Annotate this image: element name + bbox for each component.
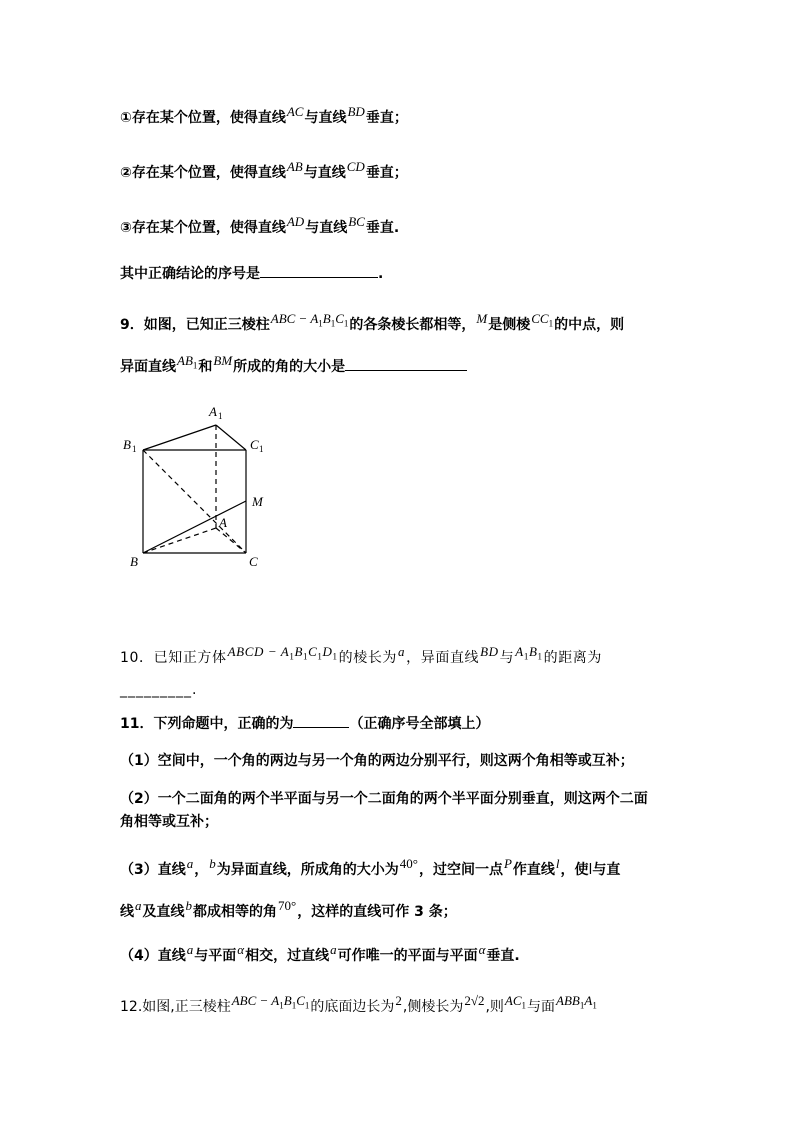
text: 异面直线 [120, 359, 176, 375]
proposition-3-line-1: （3）直线a，b为异面直线，所成角的大小为40°，过空间一点P作直线l，使l与直 [120, 856, 621, 878]
text: 与直线 [304, 110, 347, 126]
math-2root2: 2√2 [464, 993, 485, 1008]
math-a: a [186, 856, 194, 871]
math-bd: BD [347, 104, 365, 119]
label-a1: A [209, 404, 217, 419]
label-a: A [219, 515, 227, 530]
math-ad: AD [286, 214, 305, 229]
text: 11．下列命题中，正确的为 [120, 716, 294, 732]
question-8-answer-line [120, 263, 383, 284]
proposition-3-line-2: 线a及直线b都成相等的角70°，这样的直线可作 3 条； [120, 898, 457, 920]
text: 的距离为 [543, 650, 602, 666]
text: 所成的角的大小是 [233, 359, 346, 375]
text: 垂直. [365, 220, 400, 236]
math-l: l [555, 856, 560, 871]
math-a: a [330, 942, 337, 957]
edge-b1-a1 [143, 425, 216, 450]
label-b: B [130, 554, 138, 569]
proposition-2-line-1: （2）一个二面角的两个半平面与另一个二面角的两个半平面分别垂直，则这两个二面 [120, 791, 648, 807]
math-a: a [135, 898, 142, 913]
label-c1: C [250, 437, 259, 452]
text: ，异面直线 [406, 650, 480, 666]
answer-blank[interactable] [293, 713, 349, 728]
question-11-head [120, 713, 489, 734]
answer-blank[interactable] [260, 263, 378, 278]
conclusion-2 [120, 159, 408, 183]
conclusion-3 [120, 214, 400, 238]
math-m: M [476, 311, 488, 326]
text: 与直线 [305, 220, 348, 236]
question-9-line-1 [120, 311, 625, 340]
text: 和 [198, 359, 213, 375]
proposition-2-line-2: 角相等或互补； [120, 814, 218, 830]
math-prism: ABC − $A_1B_1C_1$ [270, 311, 349, 329]
math-bd: BD [480, 644, 499, 659]
question-10-line-1 [120, 644, 602, 673]
svg-text:1: 1 [218, 411, 223, 421]
math-b: b [185, 898, 192, 913]
math-bc: BC [348, 214, 365, 229]
svg-text:1: 1 [132, 444, 137, 454]
segment-bm [143, 501, 246, 553]
answer-blank[interactable] [345, 356, 467, 371]
math-b: b [209, 856, 216, 871]
math-ab: AB [286, 159, 303, 174]
text: 的棱长为 [338, 650, 398, 666]
label-b1: B [123, 437, 131, 452]
text: 是侧棱 [488, 317, 531, 333]
math-2: 2 [395, 993, 402, 1008]
text: ③存在某个位置，使得直线 [120, 220, 286, 236]
math-alpha: α [237, 942, 245, 957]
math-face: $ABB_1A_1$ [556, 993, 597, 1011]
math-cc1: $CC_1$ [531, 311, 554, 329]
conclusion-1 [120, 104, 408, 128]
math-ac: AC [286, 104, 304, 119]
text: ①存在某个位置，使得直线 [120, 110, 286, 126]
math-ab1: $AB_1$ [177, 353, 198, 371]
math-a: a [186, 942, 194, 957]
math-prism: ABC − $A_1B_1C_1$ [231, 993, 310, 1011]
math-cd: CD [346, 159, 365, 174]
proposition-4: （4）直线a与平面α相交，过直线a可作唯一的平面与平面α垂直. [120, 942, 520, 964]
text: （正确序号全部填上） [349, 716, 490, 732]
math-p: P [503, 856, 512, 871]
text: ②存在某个位置，使得直线 [120, 165, 286, 181]
text: 的各条棱长都相等， [349, 317, 476, 333]
segment-b1-c [143, 450, 246, 553]
question-9-line-2 [120, 353, 467, 382]
proposition-1: （1）空间中，一个角的两边与另一个角的两边分别平行，则这两个角相等或互补； [120, 753, 634, 769]
question-10-answer-blank[interactable]: _________. [120, 682, 198, 698]
text: 垂直； [365, 165, 408, 181]
math-a: a [398, 644, 406, 659]
edge-b-a [143, 528, 216, 553]
text: 10．已知正方体 [120, 650, 227, 666]
math-bm: BM [213, 353, 233, 368]
text: 9．如图，已知正三棱柱 [120, 317, 270, 333]
svg-text:1: 1 [259, 444, 264, 454]
math-40deg: 40° [399, 856, 418, 871]
text: 的中点，则 [554, 317, 625, 333]
text: 其中正确结论的序号是 [120, 266, 260, 282]
edge-a1-c1 [216, 425, 246, 450]
math-70deg: 70° [278, 898, 297, 913]
text: 与直线 [303, 165, 346, 181]
math-ac1: $AC_1$ [504, 993, 527, 1011]
label-m: M [252, 494, 263, 509]
prism-figure [118, 400, 278, 575]
label-c: C [249, 554, 258, 569]
text: 与 [499, 650, 515, 666]
text: . [378, 266, 384, 282]
math-cube: ABCD − $A_1B_1C_1D_1$ [227, 644, 338, 662]
question-12-line-1: 12.如图,正三棱柱ABC − $A_1B_1C_1$的底面边长为2,侧棱长为2√2,则$AC_1$与面$ABB_1A_1$ [120, 993, 597, 1015]
math-a1b1: $A_1B_1$ [515, 644, 543, 662]
math-alpha: α [478, 942, 486, 957]
text: 垂直； [365, 110, 408, 126]
